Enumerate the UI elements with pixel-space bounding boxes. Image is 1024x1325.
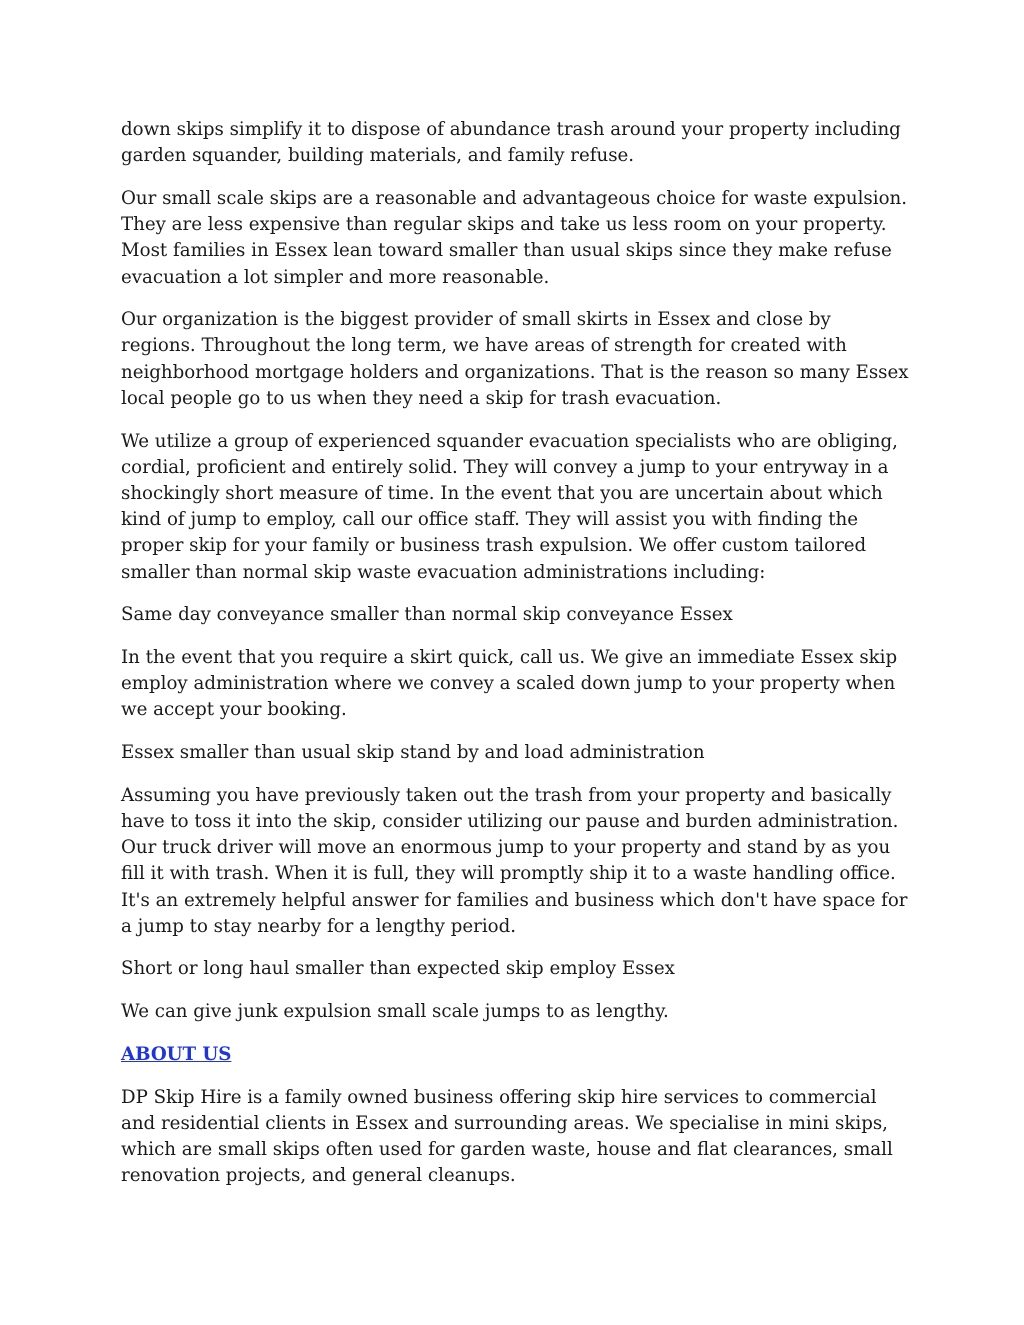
about-us-link[interactable]: ABOUT US [121, 1043, 232, 1065]
paragraph-small-scale-skips: Our small scale skips are a reasonable and advantageous choice for waste expulsion. They are less expensive than regular skips and take us less room on your property. Most families in Essex lean toward smaller than usual skips since they make refuse evacuation a lot simpler and more reasonable. [121, 187, 908, 288]
paragraph-disposal: down skips simplify it to dispose of abundance trash around your property including garden squander, building materials, and family refuse. [121, 119, 901, 167]
about-us-heading [121, 1042, 911, 1068]
paragraph-specialists: We utilize a group of experienced squander evacuation specialists who are obliging, cordial, proficient and entirely solid. They will convey a jump to your entryway in a shockingly short measure of time. In the event that you are uncertain about which kind of jump to employ, call our office staff. They will assist you with finding the proper skip for your family or business trash expulsion. We offer custom tailored smaller than normal skip waste evacuation administrations including: [121, 430, 898, 583]
paragraph-pause-burden: Assuming you have previously taken out the trash from your property and basically have to toss it into the skip, consider utilizing our pause and burden administration. Our truck driver will move an enormous jump to your property and stand by as you fill it with trash. When it is full, they will promptly ship it to a waste handling office. It's an extremely helpful answer for families and business which don't have space for a jump to stay nearby for a lengthy period. [121, 784, 908, 937]
paragraph-require-quick: In the event that you require a skirt quick, call us. We give an immediate Essex skip employ administration where we convey a scaled down jump to your property when we accept your booking. [121, 646, 898, 721]
paragraph-about-us: DP Skip Hire is a family owned business offering skip hire services to commercial and residential clients in Essex and surrounding areas. We specialise in mini skips, which are small skips often used for garden waste, house and flat clearances, small renovation projects, and general cleanups. [121, 1086, 893, 1187]
paragraph-short-long-haul: Short or long haul smaller than expected skip employ Essex [121, 958, 675, 980]
document-page [121, 117, 911, 1206]
paragraph-junk-expulsion: We can give junk expulsion small scale jumps to as lengthy. [121, 1001, 669, 1023]
paragraph-stand-by: Essex smaller than usual skip stand by and load administration [121, 742, 705, 764]
paragraph-same-day: Same day conveyance smaller than normal skip conveyance Essex [121, 604, 733, 626]
paragraph-organization: Our organization is the biggest provider of small skirts in Essex and close by regions. Throughout the long term, we have areas of strength for created with neighborhood mortgage holders and organizations. That is the reason so many Essex local people go to us when they need a skip for trash evacuation. [121, 309, 909, 409]
